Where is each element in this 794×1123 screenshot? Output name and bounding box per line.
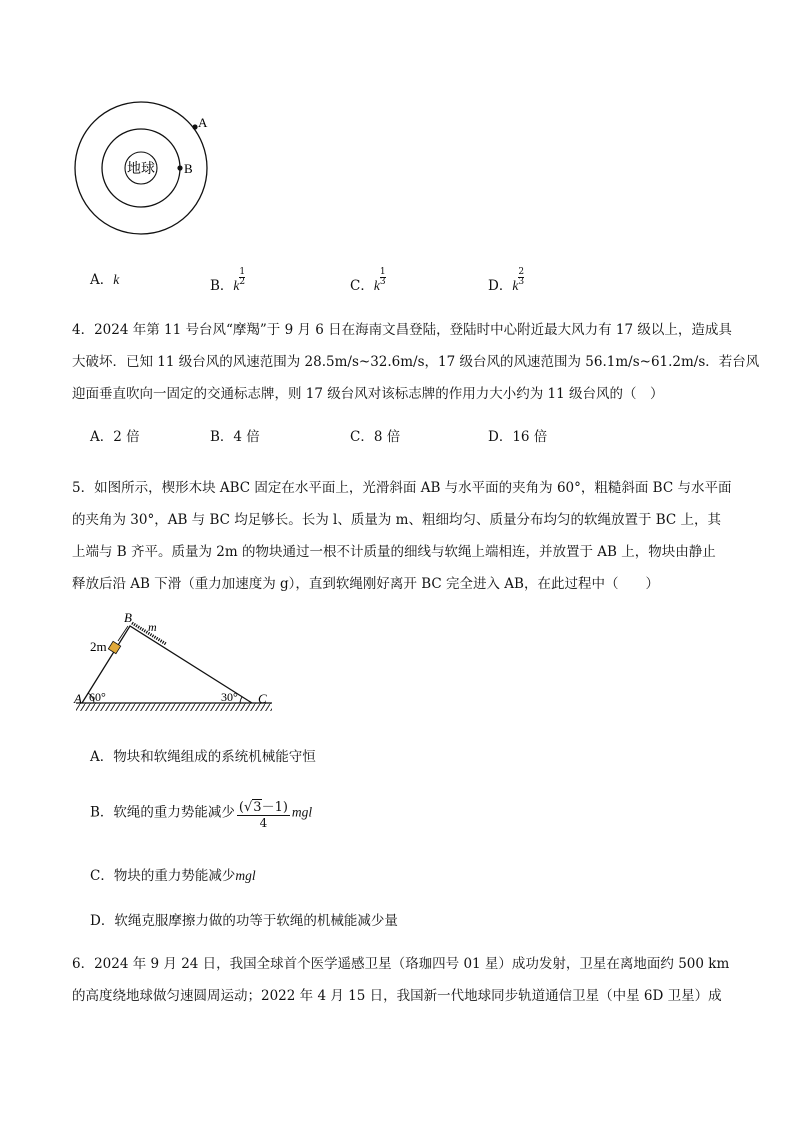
q3-option-c[interactable]: [350, 268, 386, 294]
q3-option-a[interactable]: [90, 268, 119, 288]
question-6: [72, 948, 732, 1012]
q3-option-d[interactable]: [488, 268, 524, 294]
option-label: B．: [210, 278, 234, 294]
option-value: k: [113, 272, 120, 287]
fraction-denominator: 4: [259, 816, 268, 830]
wedge-figure: [70, 608, 280, 718]
label-m: m: [148, 620, 157, 634]
thin-string: [118, 626, 128, 641]
ground-hatch: [76, 703, 272, 711]
q6-line-2: 的高度绕地球做匀速圆周运动；2022 年 4 月 15 日，我国新一代地球同步轨道通信卫星（中星 6D 卫星）成: [72, 988, 722, 1004]
point-b-label: B: [184, 161, 193, 176]
q4-option-b[interactable]: B．4 倍: [210, 429, 260, 445]
option-base: k: [233, 278, 240, 293]
option-label: C．: [350, 278, 374, 294]
exp-num: 2: [518, 267, 525, 277]
q5-line-2: 的夹角为 30°，AB 与 BC 均足够长。长为 l、质量为 m、粗细均匀、质量分布均匀的软绳放置于 BC 上，其: [72, 512, 722, 528]
label-b: B: [124, 610, 132, 625]
angle-arc-30: [240, 697, 242, 703]
q6-line-1: 6．2024 年 9 月 24 日，我国全球首个医学遥感卫星（珞珈四号 01 星）成功发射，卫星在离地面约 500 km: [72, 956, 730, 972]
option-c-text: C．物块的重力势能减少: [90, 868, 236, 884]
satellite-b-dot: [177, 165, 182, 170]
label-a: A: [74, 691, 82, 706]
q5-option-a[interactable]: A．物块和软绳组成的系统机械能守恒: [90, 749, 316, 765]
label-30: 30°: [221, 690, 238, 704]
q5-option-c[interactable]: [90, 864, 256, 884]
q5-option-d[interactable]: D．软绳克服摩擦力做的功等于软绳的机械能减少量: [90, 913, 398, 929]
option-b-mgl: mgl: [291, 804, 313, 820]
exponent-fraction: [239, 268, 245, 287]
q5-line-4: 释放后沿 AB 下滑（重力加速度为 g），直到软绳刚好离开 BC 完全进入 AB，在此过程中（ ）: [72, 576, 659, 592]
paren-open: (: [238, 800, 244, 815]
q5-line-3: 上端与 B 齐平。质量为 2m 的物块通过一根不计质量的细线与软绳上端相连，并放置于 AB 上，物块由静止: [72, 544, 716, 560]
option-b-fraction: [237, 796, 290, 830]
q5-line-1: 5．如图所示，楔形木块 ABC 固定在水平面上，光滑斜面 AB 与水平面的夹角为 60°，粗糙斜面 BC 与水平面: [72, 480, 732, 496]
q4-line-1: 4．2024 年第 11 号台风“摩羯”于 9 月 6 日在海南文昌登陆，登陆时中心附近最大风力有 17 级以上，造成具: [72, 322, 732, 338]
exponent-fraction: [518, 268, 524, 287]
fraction-numerator: (√3－1): [237, 796, 290, 816]
exp-den: 2: [239, 277, 246, 287]
exp-num: 1: [379, 267, 386, 277]
option-label: D．: [488, 278, 513, 294]
exp-num: 1: [239, 267, 246, 277]
label-2m: 2m: [90, 639, 107, 654]
exponent-fraction: [380, 268, 386, 287]
question-5: [72, 472, 732, 600]
exp-den: 3: [379, 277, 386, 287]
point-a-label: A: [198, 115, 208, 130]
exp-den: 3: [518, 277, 525, 287]
sqrt-value: 3: [253, 800, 262, 815]
option-label: A．: [90, 272, 114, 288]
q4-line-3: 迎面垂直吹向一固定的交通标志牌，则 17 级台风对该标志牌的作用力大小约为 11 级台风的（ ）: [72, 386, 664, 402]
q4-option-a[interactable]: A．2 倍: [90, 429, 140, 445]
orbit-figure: [60, 100, 230, 250]
earth-label: 地球: [127, 161, 155, 177]
option-c-mgl: mgl: [235, 868, 256, 883]
q4-line-2: 大破坏．已知 11 级台风的风速范围为 28.5m/s~32.6m/s，17 级台风的风速范围为 56.1m/s~61.2m/s．若台风: [72, 354, 760, 370]
satellite-a-dot: [192, 124, 197, 129]
option-base: k: [512, 278, 519, 293]
label-c: C: [258, 691, 267, 706]
label-60: 60°: [89, 690, 106, 704]
q4-option-c[interactable]: C．8 倍: [350, 429, 401, 445]
option-b-text: B．软绳的重力势能减少: [90, 804, 235, 821]
question-4: [72, 314, 760, 410]
q3-option-b[interactable]: [210, 268, 245, 294]
q4-option-d[interactable]: D．16 倍: [488, 429, 548, 445]
option-base: k: [373, 278, 380, 293]
num-rest: －1): [261, 800, 288, 815]
q5-option-b[interactable]: [90, 796, 312, 830]
